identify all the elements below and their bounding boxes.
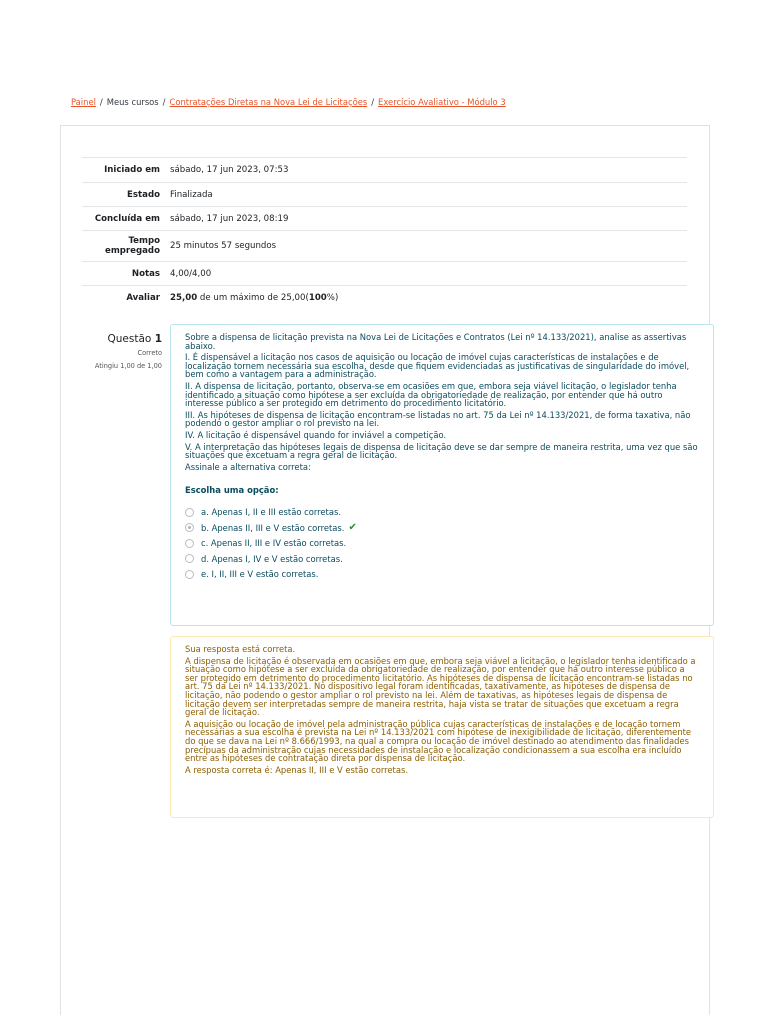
breadcrumb <box>71 97 506 107</box>
question-paragraph: I. É dispensável a licitação nos casos de aquisição ou locação de imóvel cujas características de instalações e de localização tornem necessária sua escolha, desde que fiquem evidenciadas as justificativas de singularidade do imóvel, bem como a vantagem para a administração. <box>185 352 690 380</box>
breadcrumb-separator: / <box>162 97 166 107</box>
summary-label: Concluída em <box>94 213 160 224</box>
question-text <box>185 333 699 471</box>
question-info <box>80 333 162 370</box>
breadcrumb-separator: / <box>371 97 375 107</box>
feedback-paragraph: A aquisição ou locação de imóvel pela administração pública cujas características de instalações e de locação tornem necessárias a sua escolha é prevista na Lei nº 14.133/2021 com hipótese de inexigibilidade de licitação, diferentemente do que se dava na Lei nº 8.666/1993, na qual a compra ou locação de imóvel destinado ao atendimento das finalidades precípuas da administração cujas necessidades de instalação e localização condicionassem a sua escolha era incluído entre as hipóteses de contratação direta por dispensa de licitação. <box>185 718 692 764</box>
summary-value: Finalizada <box>170 189 213 200</box>
feedback-paragraph: A dispensa de licitação é observada em ocasiões em que, embora seja viável a licitação, o legislador tenha identificado a situação como hipótese a ser excluída da obrigatoriedade de realização, por entender que há outro interesse público a ser protegido em detrimento do procedimento licitatório. As hipóteses de dispensa de licitação encontram-se listadas no art. 75 da Lei nº 14.133/2021. No dispositivo legal foram identificadas, taxativamente, as hipóteses de dispensa de licitação, não podendo o gestor ampliar o rol previsto na lei. Além de taxativas, as hipóteses legais de dispensa de licitação devem ser interpretadas sempre de maneira restrita, haja vista se tratar de situações que excetuam a regra geral de licitação. <box>185 655 696 718</box>
question-number-value: 1 <box>154 333 162 345</box>
breadcrumb-painel-link[interactable]: Painel <box>71 97 96 107</box>
summary-value: sábado, 17 jun 2023, 08:19 <box>170 213 289 224</box>
answer-option[interactable] <box>185 504 699 520</box>
summary-label: Notas <box>131 268 160 279</box>
radio-button[interactable] <box>185 554 194 563</box>
radio-button[interactable] <box>185 523 194 532</box>
score-value: 25,00 <box>170 293 198 303</box>
breadcrumb-separator: / <box>99 97 103 107</box>
feedback-paragraph: A resposta correta é: Apenas II, III e V estão corretas. <box>185 764 408 775</box>
question-grade: Atingiu 1,00 de 1,00 <box>94 362 162 370</box>
radio-button[interactable] <box>185 570 194 579</box>
feedback-text <box>185 645 699 774</box>
summary-value: 4,00/4,00 <box>170 268 212 279</box>
question-paragraph: III. As hipóteses de dispensa de licitação encontram-se listadas no art. 75 da Lei nº 14.133/2021, de forma taxativa, não podendo o gestor ampliar o rol previsto na lei. <box>185 409 691 429</box>
answer-option[interactable] <box>185 535 699 551</box>
answer-options <box>185 504 699 582</box>
answer-option-label: b. Apenas II, III e V estão corretas. <box>201 522 345 533</box>
breadcrumb-meus-cursos: Meus cursos <box>106 97 159 107</box>
question-paragraph: Assinale a alternativa correta: <box>185 461 311 472</box>
summary-label: Tempo empregado <box>104 236 160 256</box>
question-prefix: Questão <box>107 333 152 345</box>
answer-option-label: c. Apenas II, III e IV estão corretas. <box>201 538 347 549</box>
summary-row-iniciado <box>82 158 687 183</box>
breadcrumb-exercicio-link[interactable]: Exercício Avaliativo - Módulo 3 <box>378 97 506 107</box>
summary-row-tempo <box>82 231 687 262</box>
answer-option-label: a. Apenas I, II e III estão corretas. <box>201 507 341 518</box>
correct-check-icon: ✔ <box>348 522 357 534</box>
choose-option-label: Escolha uma opção: <box>185 485 279 496</box>
summary-label: Avaliar <box>126 293 160 303</box>
answer-option[interactable] <box>185 551 699 567</box>
summary-row-notas <box>82 262 687 286</box>
summary-value: 25 minutos 57 segundos <box>170 241 277 251</box>
question-paragraph: II. A dispensa de licitação, portanto, observa-se em ocasiões em que, embora seja viável licitação, o legislador tenha identificado a situação como hipótese a ser excluída da obrigatoriedade de realização, por entender que há outro interesse público a ser protegido em detrimento do procedimento licitatório. <box>185 380 677 409</box>
question-paragraph: V. A interpretação das hipóteses legais de dispensa de licitação deve se dar sempre de maneira restrita, uma vez que são situações que excetuam a regra geral de licitação. <box>185 441 698 461</box>
feedback-paragraph: Sua resposta está correta. <box>185 644 296 654</box>
summary-row-estado <box>82 183 687 207</box>
radio-button[interactable] <box>185 539 194 548</box>
attempt-summary-table <box>82 157 687 310</box>
summary-label: Iniciado em <box>104 165 160 175</box>
breadcrumb-curso-link[interactable]: Contratações Diretas na Nova Lei de Licitações <box>169 97 368 107</box>
answer-option[interactable] <box>185 566 699 582</box>
answer-option[interactable] <box>185 520 699 536</box>
summary-value: sábado, 17 jun 2023, 07:53 <box>170 165 289 175</box>
summary-label: Estado <box>127 189 160 200</box>
summary-row-avaliar <box>82 286 687 310</box>
question-number <box>80 333 162 345</box>
radio-button[interactable] <box>185 508 194 517</box>
question-status: Correto <box>137 349 162 357</box>
summary-value <box>170 293 338 303</box>
score-percent: 100 <box>308 293 327 303</box>
question-paragraph: Sobre a dispensa de licitação prevista na Nova Lei de Licitações e Contratos (Lei nº 14.133/2021), analise as assertivas abaixo. <box>185 332 687 351</box>
question-paragraph: IV. A licitação é dispensável quando for inviável a competição. <box>185 429 447 440</box>
answer-option-label: e. I, II, III e V estão corretas. <box>201 569 319 580</box>
answer-option-label: d. Apenas I, IV e V estão corretas. <box>201 553 343 564</box>
question-content <box>170 324 714 626</box>
score-max-text: de um máximo de 25,00( <box>197 293 309 303</box>
summary-row-concluida <box>82 207 687 231</box>
feedback-box <box>170 636 714 818</box>
score-end-text: %) <box>326 293 339 303</box>
